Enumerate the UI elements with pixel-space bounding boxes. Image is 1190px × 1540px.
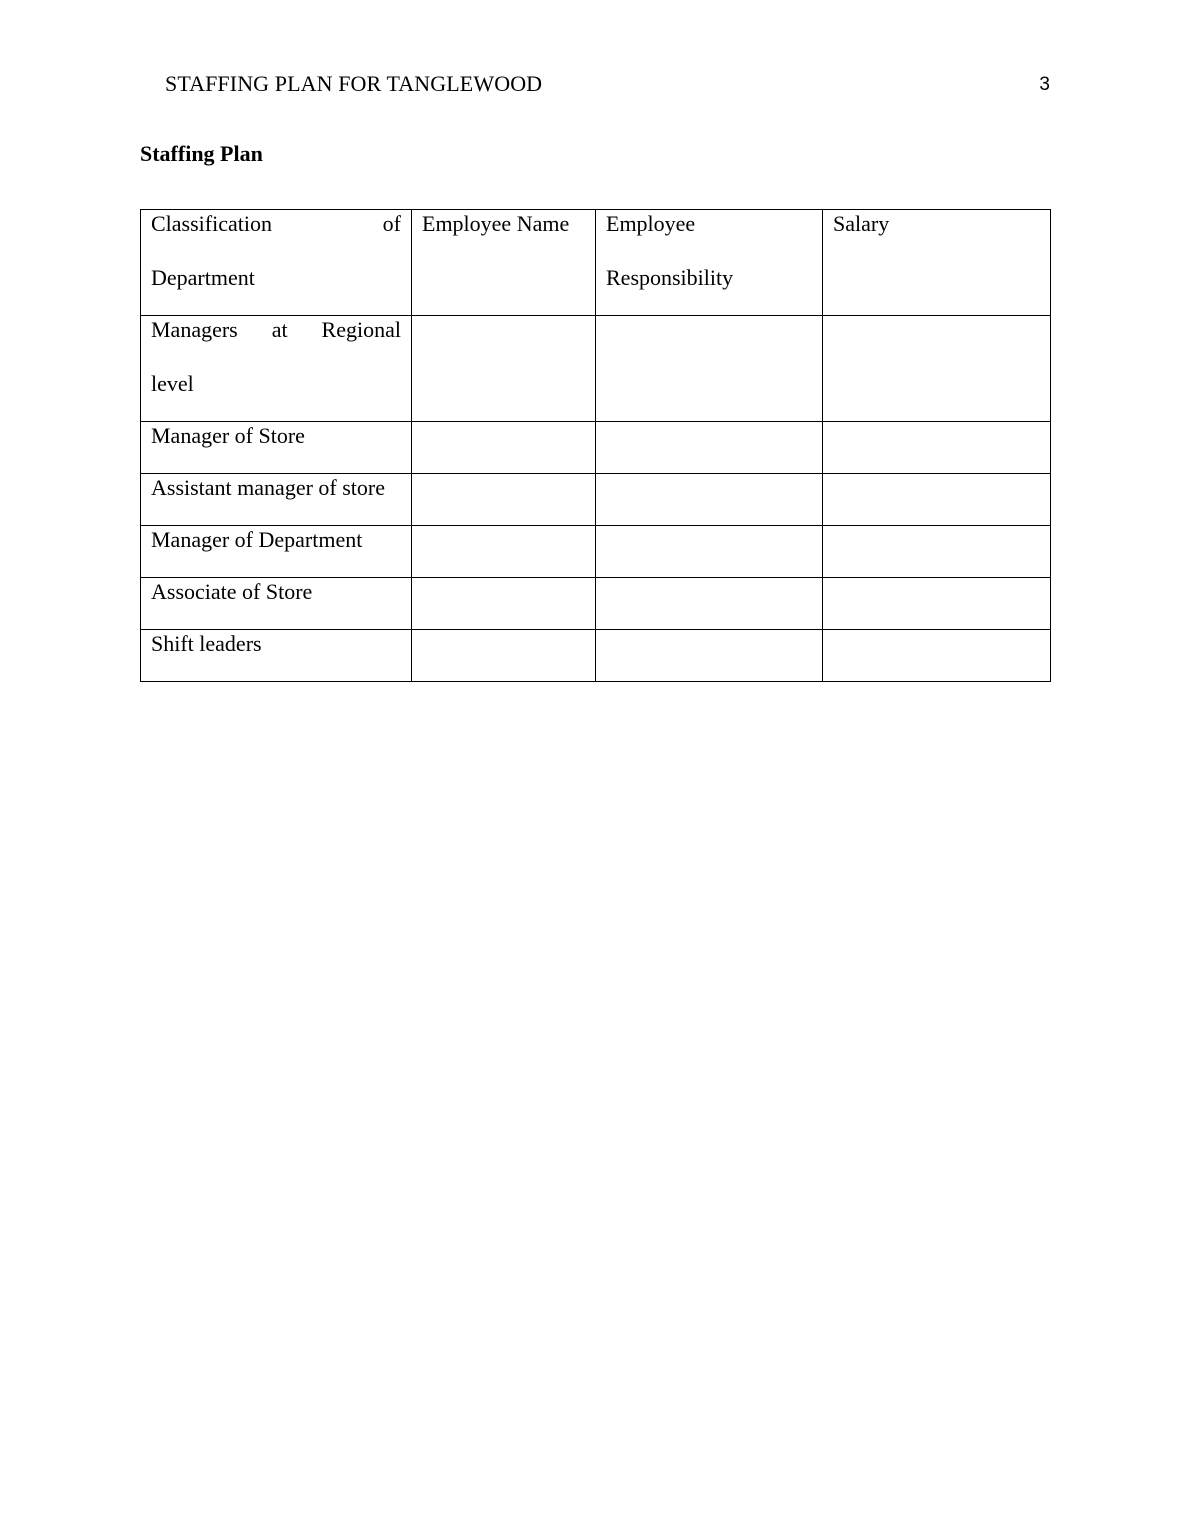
employee-name-cell[interactable] [412,316,596,422]
table-row [141,630,1051,682]
employee-name-cell[interactable] [412,578,596,630]
employee-responsibility-cell[interactable] [596,474,823,526]
running-head: STAFFING PLAN FOR TANGLEWOOD [165,71,543,96]
staffing-plan-table [140,209,1051,682]
classification-text: Manager of Store [151,423,305,448]
classification-text: Shift leaders [151,631,262,656]
classification-cell [141,630,412,682]
salary-cell[interactable] [823,630,1051,682]
header-classification-line1: Classification of [151,211,401,236]
header-cell-classification [141,210,412,316]
classification-text: Manager of Department [151,527,363,552]
employee-name-cell[interactable] [412,474,596,526]
header-cell-salary [823,210,1051,316]
employee-responsibility-cell[interactable] [596,316,823,422]
header-classification-line2: Department [151,265,255,290]
salary-cell[interactable] [823,316,1051,422]
classification-text: Assistant manager of store [151,475,385,500]
header-employee-name-label: Employee Name [422,211,570,236]
salary-cell[interactable] [823,578,1051,630]
classification-line2: level [151,371,194,396]
page-number: 3 [1039,74,1050,95]
classification-line1: Managers at Regional [151,317,401,342]
salary-cell[interactable] [823,526,1051,578]
section-heading: Staffing Plan [140,141,263,166]
classification-text: Associate of Store [151,579,313,604]
classification-cell [141,316,412,422]
employee-name-cell[interactable] [412,526,596,578]
table-row [141,316,1051,422]
header-cell-employee-responsibility [596,210,823,316]
salary-cell[interactable] [823,422,1051,474]
header-responsibility-line2: Responsibility [606,265,734,290]
header-cell-employee-name [412,210,596,316]
header-salary-label: Salary [833,211,890,236]
salary-cell[interactable] [823,474,1051,526]
employee-responsibility-cell[interactable] [596,422,823,474]
employee-responsibility-cell[interactable] [596,526,823,578]
table-header-row [141,210,1051,316]
employee-responsibility-cell[interactable] [596,630,823,682]
header-responsibility-line1: Employee [606,211,696,236]
employee-name-cell[interactable] [412,422,596,474]
employee-responsibility-cell[interactable] [596,578,823,630]
employee-name-cell[interactable] [412,630,596,682]
